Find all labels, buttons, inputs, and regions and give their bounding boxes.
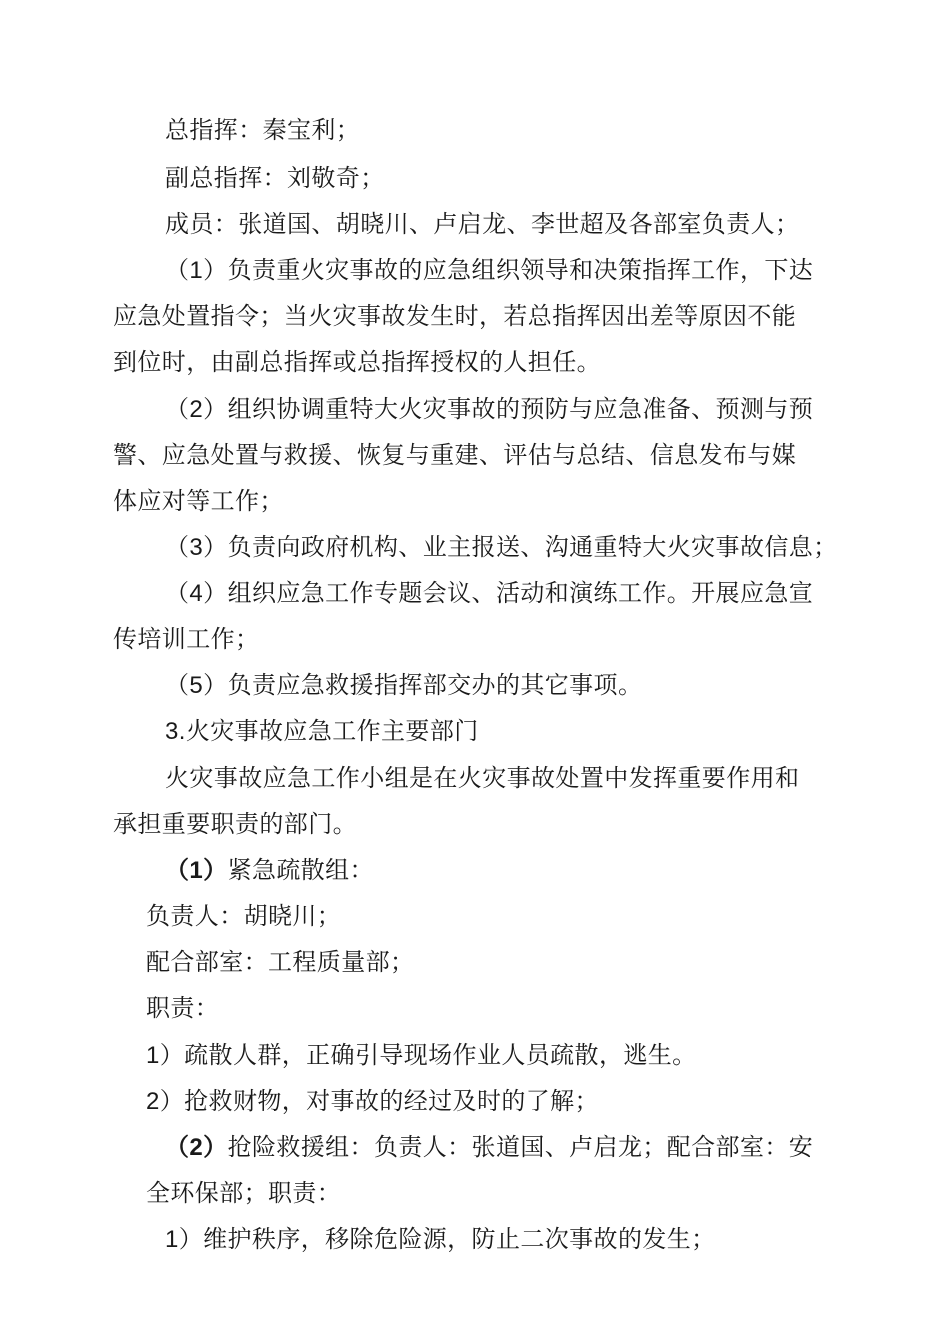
item-number: （1）	[165, 257, 228, 284]
line-text: 成员：张道国、胡晓川、卢启龙、李世超及各部室负责人；	[165, 210, 800, 238]
item-number: （5）	[165, 672, 228, 699]
line-text: 承担重要职责的部门。	[113, 810, 357, 838]
evacuation-duty-2	[146, 1085, 599, 1118]
evacuation-duty-label	[146, 992, 219, 1024]
item-number: （1）	[165, 857, 228, 884]
duty-1-line-1	[165, 254, 813, 287]
item-number: 2）	[146, 1088, 185, 1115]
line-text: 抢险救援组：负责人：张道国、卢启龙；配合部室：安	[227, 1133, 814, 1161]
duty-2-line-2	[113, 439, 796, 471]
line-text: 配合部室：工程质量部；	[146, 948, 415, 976]
deputy-commander-line	[165, 162, 385, 194]
duty-2-line-1	[165, 393, 813, 426]
rescue-group-line-2	[146, 1177, 341, 1209]
section-3-heading	[165, 715, 479, 748]
duty-1-line-2	[113, 300, 796, 332]
line-text: 负责向政府机构、业主报送、沟通重特大火灾事故信息；	[227, 533, 838, 561]
line-text: 传培训工作；	[113, 625, 260, 653]
commander-line	[165, 114, 360, 146]
item-number: （4）	[165, 580, 228, 607]
rescue-group-line-1	[165, 1131, 813, 1164]
duty-1-line-3	[113, 346, 601, 378]
line-text: 全环保部；职责：	[146, 1179, 342, 1207]
line-text: 应急处置指令；当火灾事故发生时，若总指挥因出差等原因不能	[113, 302, 797, 330]
line-text: 副总指挥：刘敬奇；	[165, 164, 385, 192]
evacuation-leader-line	[146, 900, 341, 932]
line-text: 负责应急救援指挥部交办的其它事项。	[227, 671, 643, 699]
duty-2-line-3	[113, 485, 284, 517]
line-text: 体应对等工作；	[113, 487, 284, 515]
line-text: 抢救财物，对事故的经过及时的了解；	[184, 1087, 599, 1115]
line-text: 负责重火灾事故的应急组织领导和决策指挥工作，下达	[227, 256, 814, 284]
members-line	[165, 208, 799, 240]
duty-5-line	[165, 669, 642, 702]
evacuation-dept-line	[146, 946, 414, 978]
item-number: （2）	[165, 1134, 228, 1161]
line-text: 火灾事故应急工作主要部门	[185, 717, 479, 745]
rescue-duty-1	[165, 1223, 716, 1256]
section-number: 3.	[165, 718, 186, 745]
item-number: （3）	[165, 534, 228, 561]
line-text: 疏散人群，正确引导现场作业人员疏散，逃生。	[184, 1041, 697, 1069]
duty-3-line	[165, 531, 838, 564]
item-number: （2）	[165, 396, 228, 423]
line-text: 负责人：胡晓川；	[146, 902, 342, 930]
line-text: 警、应急处置与救援、恢复与重建、评估与总结、信息发布与媒	[113, 441, 797, 469]
line-text: 组织应急工作专题会议、活动和演练工作。开展应急宣	[227, 579, 814, 607]
line-text: 紧急疏散组：	[227, 856, 374, 884]
section-3-intro-line-2	[113, 808, 357, 840]
evacuation-duty-1	[146, 1039, 697, 1072]
line-text: 到位时，由副总指挥或总指挥授权的人担任。	[113, 348, 601, 376]
item-number: 1）	[146, 1042, 185, 1069]
line-text: 总指挥：秦宝利；	[165, 116, 361, 144]
duty-4-line-2	[113, 623, 259, 655]
line-text: 组织协调重特大火灾事故的预防与应急准备、预测与预	[227, 395, 814, 423]
line-text: 职责：	[146, 994, 220, 1022]
line-text: 火灾事故应急工作小组是在火灾事故处置中发挥重要作用和	[165, 764, 800, 792]
duty-4-line-1	[165, 577, 813, 610]
section-3-intro-line-1	[165, 762, 799, 794]
evacuation-group-heading	[165, 854, 374, 887]
line-text: 维护秩序，移除危险源，防止二次事故的发生；	[203, 1225, 716, 1253]
item-number: 1）	[165, 1226, 204, 1253]
